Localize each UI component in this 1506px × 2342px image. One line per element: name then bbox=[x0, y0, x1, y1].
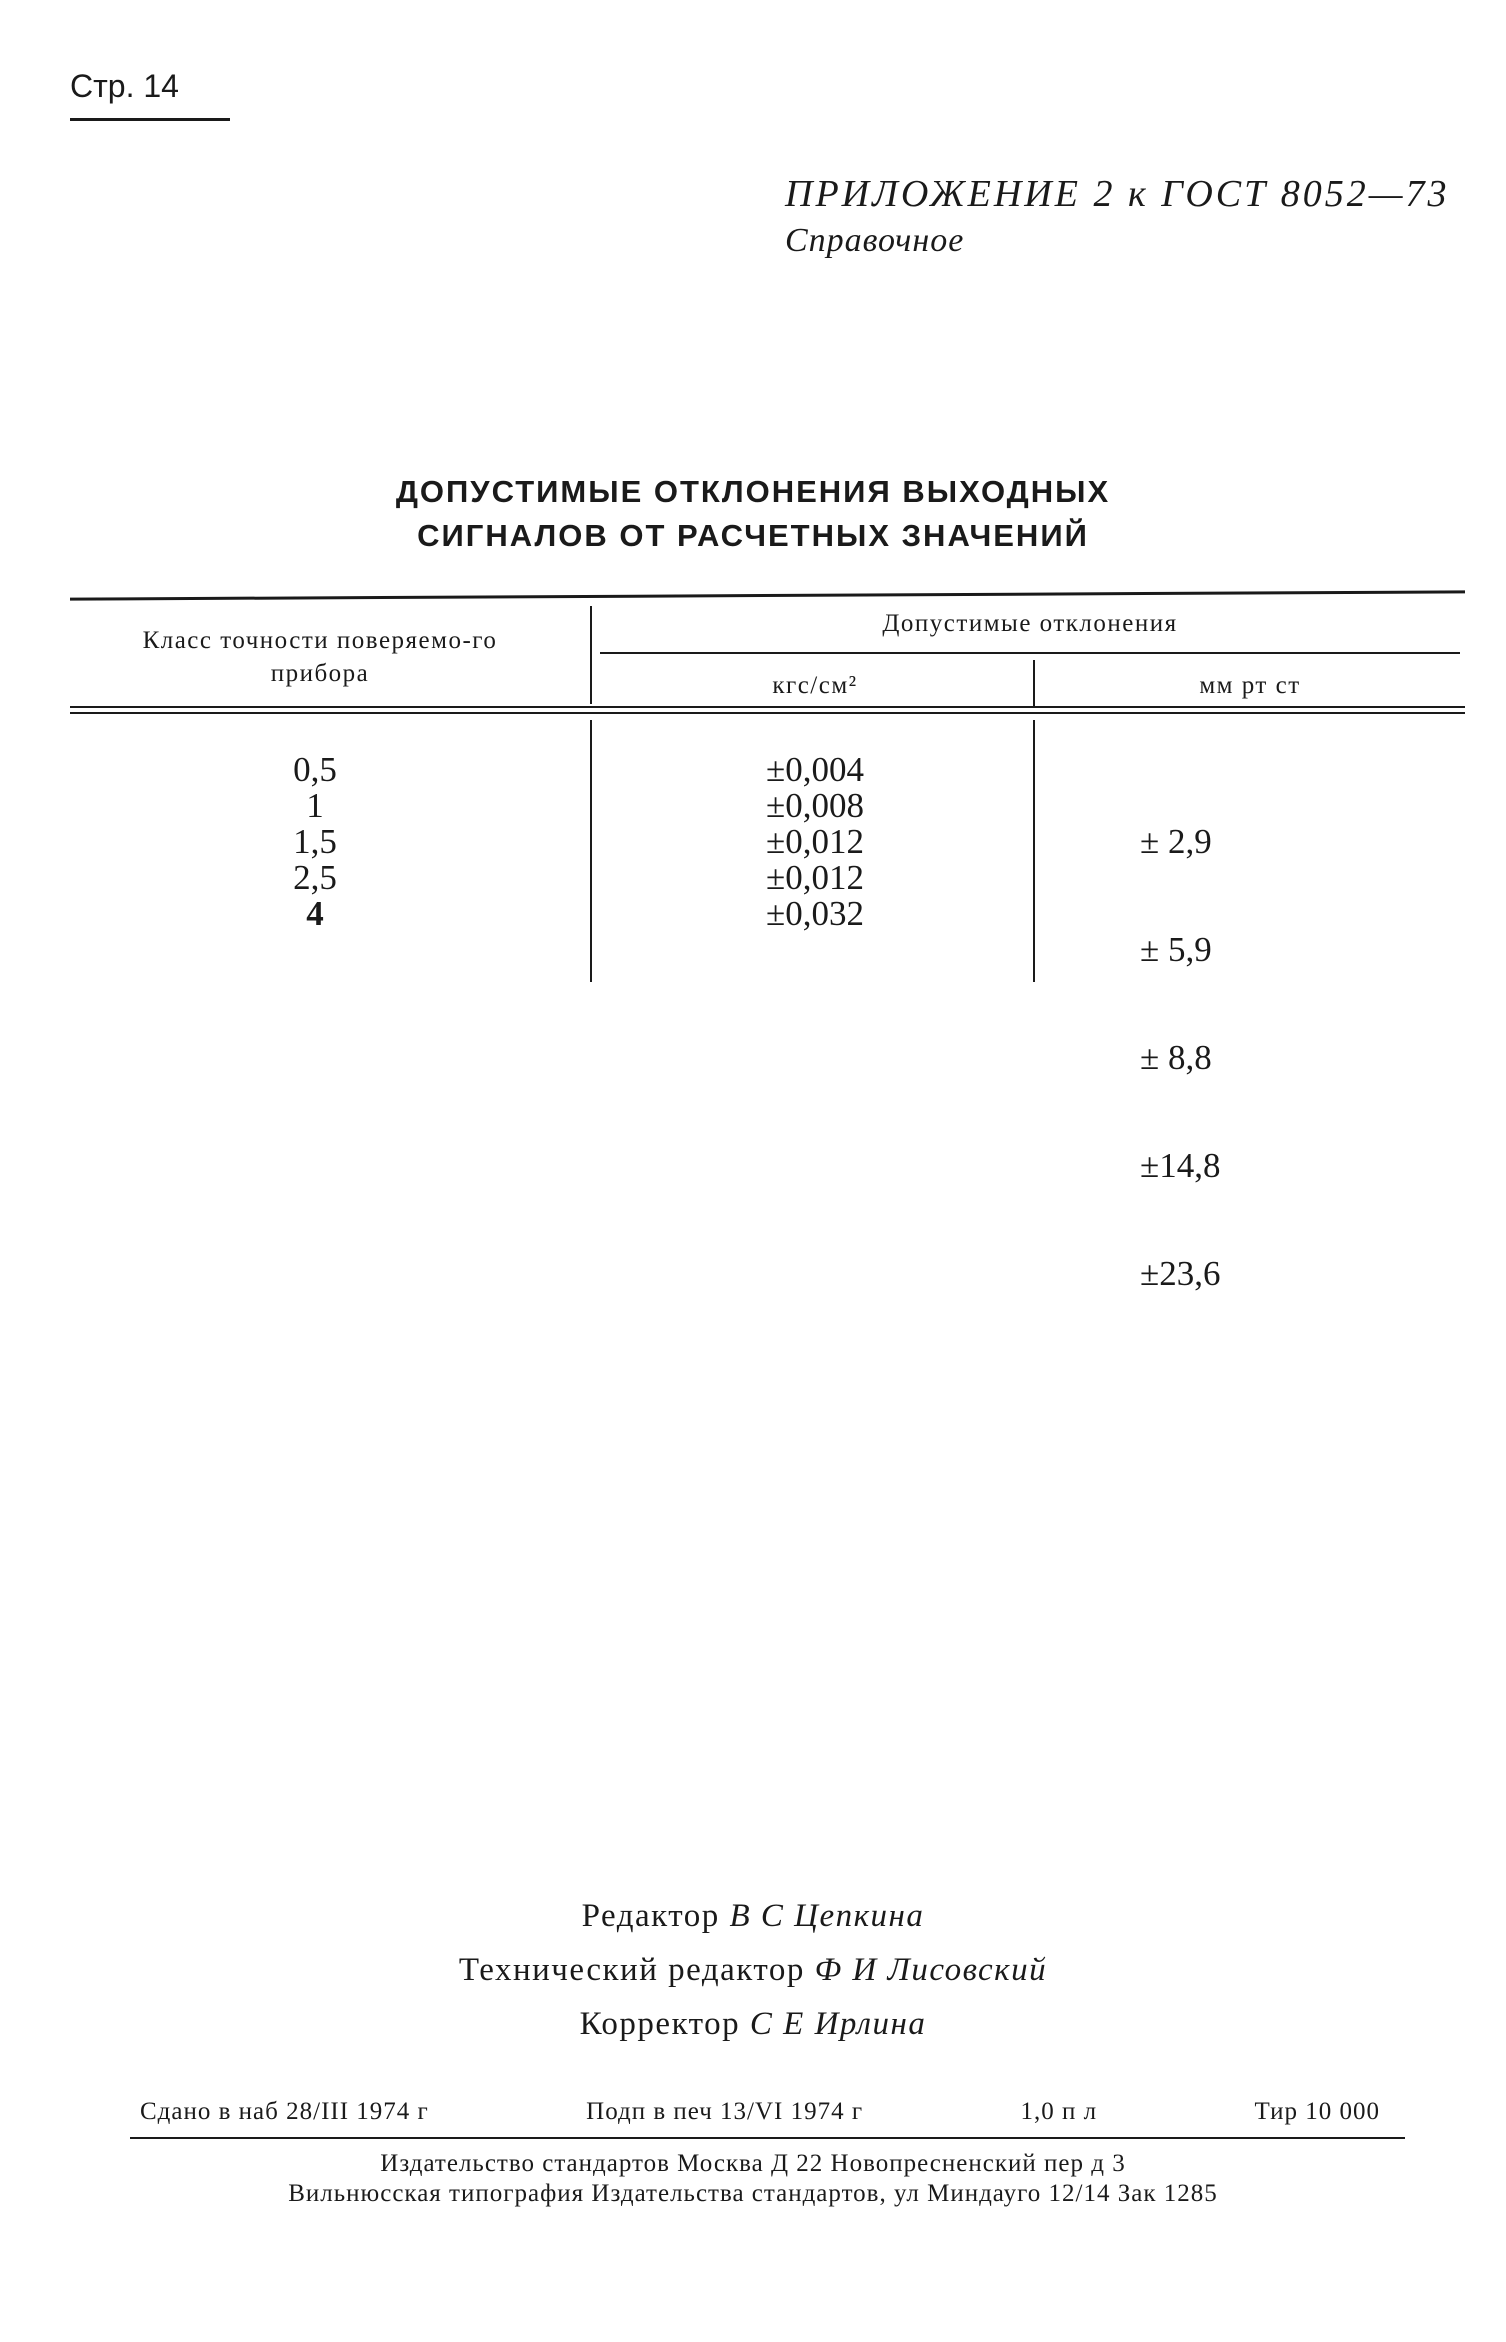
table-cell-kgs: ±0,032 bbox=[766, 894, 864, 933]
table-cell-mm: ± 5,9 bbox=[1140, 930, 1212, 969]
table-cell-class: 1,5 bbox=[293, 822, 337, 861]
group-header-deviations: Допустимые отклонения bbox=[882, 610, 1178, 637]
table-cell-mm: ± 8,8 bbox=[1140, 1038, 1212, 1077]
table-title-line-1: ДОПУСТИМЫЕ ОТКЛОНЕНИЯ ВЫХОДНЫХ bbox=[395, 474, 1111, 509]
page-number: Стр. 14 bbox=[70, 68, 179, 104]
imprint-signed: Подп в печ 13/VI 1974 г bbox=[586, 2098, 864, 2125]
printer-line: Вильнюсская типография Издательства стандартов, ул Миндауго 12/14 Зак 1285 bbox=[288, 2180, 1218, 2207]
imprint-line bbox=[140, 2098, 1380, 2126]
column-mm-values bbox=[1140, 752, 1370, 1328]
credit-editor-role: Редактор bbox=[581, 1898, 720, 1934]
credit-corrector bbox=[0, 2006, 1506, 2043]
column-header-mm: мм рт ст bbox=[1199, 672, 1301, 699]
table-cell-kgs: ±0,004 bbox=[766, 750, 864, 789]
imprint-rule bbox=[130, 2137, 1405, 2139]
credit-corrector-name: С Е Ирлина bbox=[749, 2006, 927, 2042]
credit-tech-editor-name: Ф И Лисовский bbox=[814, 1952, 1048, 1988]
annex-type: Справочное bbox=[785, 222, 965, 259]
column-class-values bbox=[190, 752, 440, 932]
credit-tech-editor bbox=[0, 1952, 1506, 1989]
body-divider-2 bbox=[1033, 720, 1035, 982]
imprint-print-run: Тир 10 000 bbox=[1254, 2098, 1380, 2125]
credit-tech-editor-role: Технический редактор bbox=[458, 1952, 805, 1988]
header-bottom-rule-2 bbox=[70, 712, 1465, 714]
credit-editor bbox=[0, 1898, 1506, 1935]
publisher-line: Издательство стандартов Москва Д 22 Новопресненский пер д 3 bbox=[380, 2150, 1126, 2177]
table-cell-kgs: ±0,008 bbox=[766, 786, 864, 825]
table-cell-class: 4 bbox=[306, 894, 324, 933]
table-cell-mm: ±23,6 bbox=[1140, 1254, 1221, 1293]
table-cell-kgs: ±0,012 bbox=[766, 822, 864, 861]
column-kgs-values bbox=[650, 752, 980, 932]
table-cell-class: 1 bbox=[306, 786, 324, 825]
column-header-class: Класс точности поверяемо-го прибора bbox=[142, 627, 498, 687]
credit-corrector-role: Корректор bbox=[579, 2006, 741, 2042]
annex-heading: ПРИЛОЖЕНИЕ 2 к ГОСТ 8052—73 bbox=[785, 173, 1450, 215]
table-top-rule bbox=[70, 590, 1465, 600]
credit-editor-name: В С Цепкина bbox=[729, 1898, 925, 1934]
table-cell-kgs: ±0,012 bbox=[766, 858, 864, 897]
table-cell-class: 0,5 bbox=[293, 750, 337, 789]
body-divider-1 bbox=[590, 720, 592, 982]
header-divider-1 bbox=[590, 606, 592, 704]
imprint-sheets: 1,0 п л bbox=[1020, 2098, 1098, 2125]
header-bottom-rule-1 bbox=[70, 706, 1465, 708]
table-cell-mm: ± 2,9 bbox=[1140, 822, 1212, 861]
column-header-kgs: кгс/см² bbox=[772, 672, 858, 699]
table-title-line-2: СИГНАЛОВ ОТ РАСЧЕТНЫХ ЗНАЧЕНИЙ bbox=[417, 518, 1089, 553]
imprint-submitted: Сдано в наб 28/III 1974 г bbox=[140, 2098, 429, 2125]
page-number-underline bbox=[70, 118, 230, 121]
group-header-rule bbox=[600, 652, 1460, 654]
table-cell-mm: ±14,8 bbox=[1140, 1146, 1221, 1185]
table-cell-class: 2,5 bbox=[293, 858, 337, 897]
